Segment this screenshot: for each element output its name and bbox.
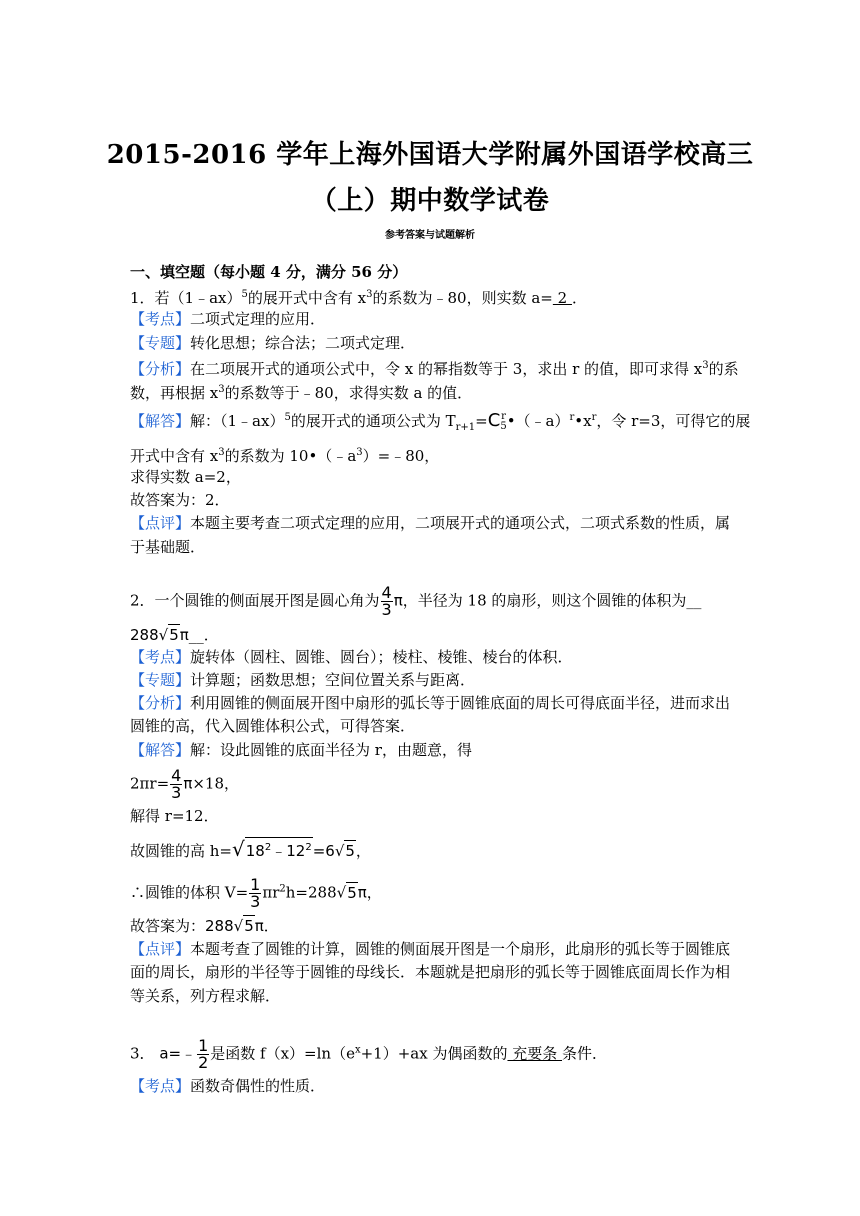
q1-fenxi-2: 数，再根据 $x^3$的系数等于﹣80，求得实数 a 的值． xyxy=(130,384,473,402)
q2-dianping-3: 等关系，列方程求解． xyxy=(130,987,281,1005)
q2-eq-5: 故答案为：288√5π． xyxy=(130,917,279,935)
q2-eq-4: ∴圆锥的体积 V= $\frac{1}{3}$ $\pi r^2h=288√5\pi$， xyxy=(130,875,382,911)
q3-answer: 充要条 xyxy=(507,1044,563,1063)
q1-zhuanti: 【专题】转化思想；综合法；二项式定理． xyxy=(130,334,416,352)
q3-stem: 3． a=﹣ $\frac{1}{2}$ 是函数 $f(x)=\ln(e^x+1)+ax$ 为偶函数的 充要条 条件． xyxy=(130,1036,608,1072)
q1-fenxi-1: 【分析】在二项展开式的通项公式中，令 x 的幂指数等于 3，求出 r 的值，即可求得 $x^3$的系 xyxy=(130,360,739,378)
q2-dianping-1: 【点评】本题考查了圆锥的计算，圆锥的侧面展开图是一个扇形，此扇形的弧长等于圆锥底 xyxy=(130,940,731,958)
q2-fenxi-1: 【分析】利用圆锥的侧面展开图中扇形的弧长等于圆锥底面的周长可得底面半径，进而求出 xyxy=(130,694,731,712)
q1-dianping-2: 于基础题． xyxy=(130,538,206,556)
subtitle: 参考答案与试题解析 xyxy=(385,230,475,241)
q2-kaodian: 【考点】旋转体（圆柱、圆锥、圆台）；棱柱、棱锥、棱台的体积． xyxy=(130,648,573,666)
q1-dianping-1: 【点评】本题主要考查二项式定理的应用，二项展开式的通项公式，二项式系数的性质，属 xyxy=(130,514,731,532)
q1-kaodian: 【考点】二项式定理的应用． xyxy=(130,310,326,328)
q1-answer: 2 xyxy=(552,289,572,307)
title-line-2: （上）期中数学试卷 xyxy=(310,186,550,216)
q1-jieda-2: 开式中含有 $x^3$的系数为 $10•(﹣a^3)=﹣80$， xyxy=(130,447,440,465)
q1-stem: 1．若（1﹣ax）$^5$的展开式中含有 $x^3$的系数为﹣80，则实数 a= 2 ． xyxy=(130,289,587,307)
section-heading: 一、填空题（每小题 4 分，满分 56 分） xyxy=(130,263,408,281)
q2-zhuanti: 【专题】计算题；函数思想；空间位置关系与距离． xyxy=(130,671,476,689)
q1-jieda-4: 故答案为：2． xyxy=(130,491,230,509)
title-line-1: 2015-2016 学年上海外国语大学附属外国语学校高三 xyxy=(106,140,754,170)
q2-eq-2: 解得 r=12． xyxy=(130,807,219,825)
q2-answer-line: 288√5π__． xyxy=(130,626,219,644)
q1-jieda-3: 求得实数 a=2， xyxy=(130,468,241,486)
q2-fenxi-2: 圆锥的高，代入圆锥体积公式，可得答案． xyxy=(130,717,416,735)
q3-kaodian: 【考点】函数奇偶性的性质． xyxy=(130,1077,326,1095)
q2-eq-1: 2πr= $\frac{4}{3}$ π×18， xyxy=(130,766,240,802)
q2-stem: 2．一个圆锥的侧面展开图是圆心角为 $\frac{4}{3}$ π，半径为 18 的扇形，则这个圆锥的体积为__ xyxy=(130,583,702,619)
q2-dianping-2: 面的周长，扇形的半径等于圆锥的母线长．本题就是把扇形的弧长等于圆锥底面周长作为相 xyxy=(130,963,731,981)
q2-jieda-1: 【解答】解：设此圆锥的底面半径为 r，由题意，得 xyxy=(130,741,472,759)
q2-eq-3: 故圆锥的高 $h=√18^2﹣12^2=6√5$， xyxy=(130,837,371,861)
q1-jieda-1: 【解答】解：（1﹣ax）$^5$的展开式的通项公式为 $T_{r+1}=C$ r 5 $•(﹣a)^r•x^r$，令 r=3，可得它的展 xyxy=(130,410,751,433)
